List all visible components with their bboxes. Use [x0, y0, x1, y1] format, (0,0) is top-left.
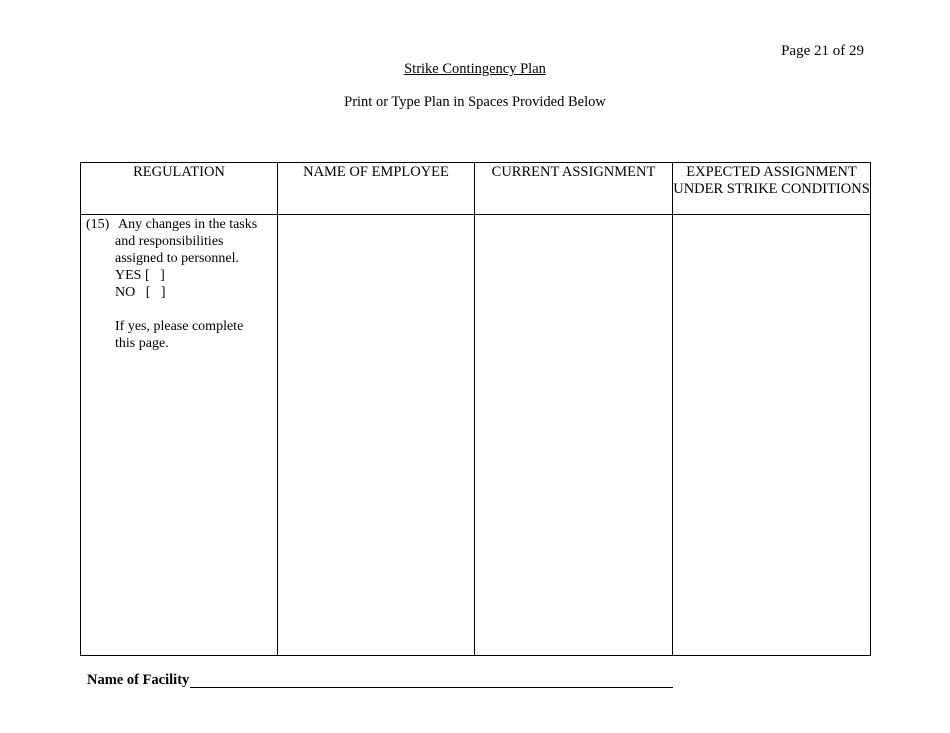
expected-assignment-field[interactable] [673, 215, 871, 656]
table-row [81, 215, 871, 656]
page-subtitle: Print or Type Plan in Spaces Provided Below [344, 94, 606, 110]
regulation-number: (15) [86, 217, 110, 232]
regulation-line-2: and responsibilities [115, 234, 224, 249]
facility-name-field[interactable] [190, 687, 673, 688]
spacer [86, 301, 273, 318]
employee-name-field[interactable] [278, 215, 475, 656]
header-regulation: REGULATION [81, 163, 278, 215]
regulation-first-line [86, 216, 273, 233]
header-current-assignment: CURRENT ASSIGNMENT [475, 163, 673, 215]
plan-table [80, 162, 871, 656]
yes-checkbox-option[interactable]: YES [ ] [115, 268, 165, 283]
current-assignment-field[interactable] [475, 215, 673, 656]
header-name-of-employee: NAME OF EMPLOYEE [278, 163, 475, 215]
regulation-cell [81, 215, 278, 656]
facility-label: Name of Facility [87, 672, 190, 688]
title-text: Strike Contingency Plan [404, 61, 546, 77]
table-header-row [81, 163, 871, 215]
regulation-note-1: If yes, please complete [115, 319, 244, 334]
regulation-note-2: this page. [115, 336, 169, 351]
regulation-line-1: Any changes in the tasks [118, 217, 258, 232]
page-number: Page 21 of 29 [781, 43, 864, 59]
regulation-line-3: assigned to personnel. [115, 251, 240, 266]
header-expected-assignment: EXPECTED ASSIGNMENT UNDER STRIKE CONDITIONS [673, 163, 871, 215]
no-checkbox-option[interactable]: NO [ ] [115, 285, 166, 300]
page-title [0, 61, 950, 78]
